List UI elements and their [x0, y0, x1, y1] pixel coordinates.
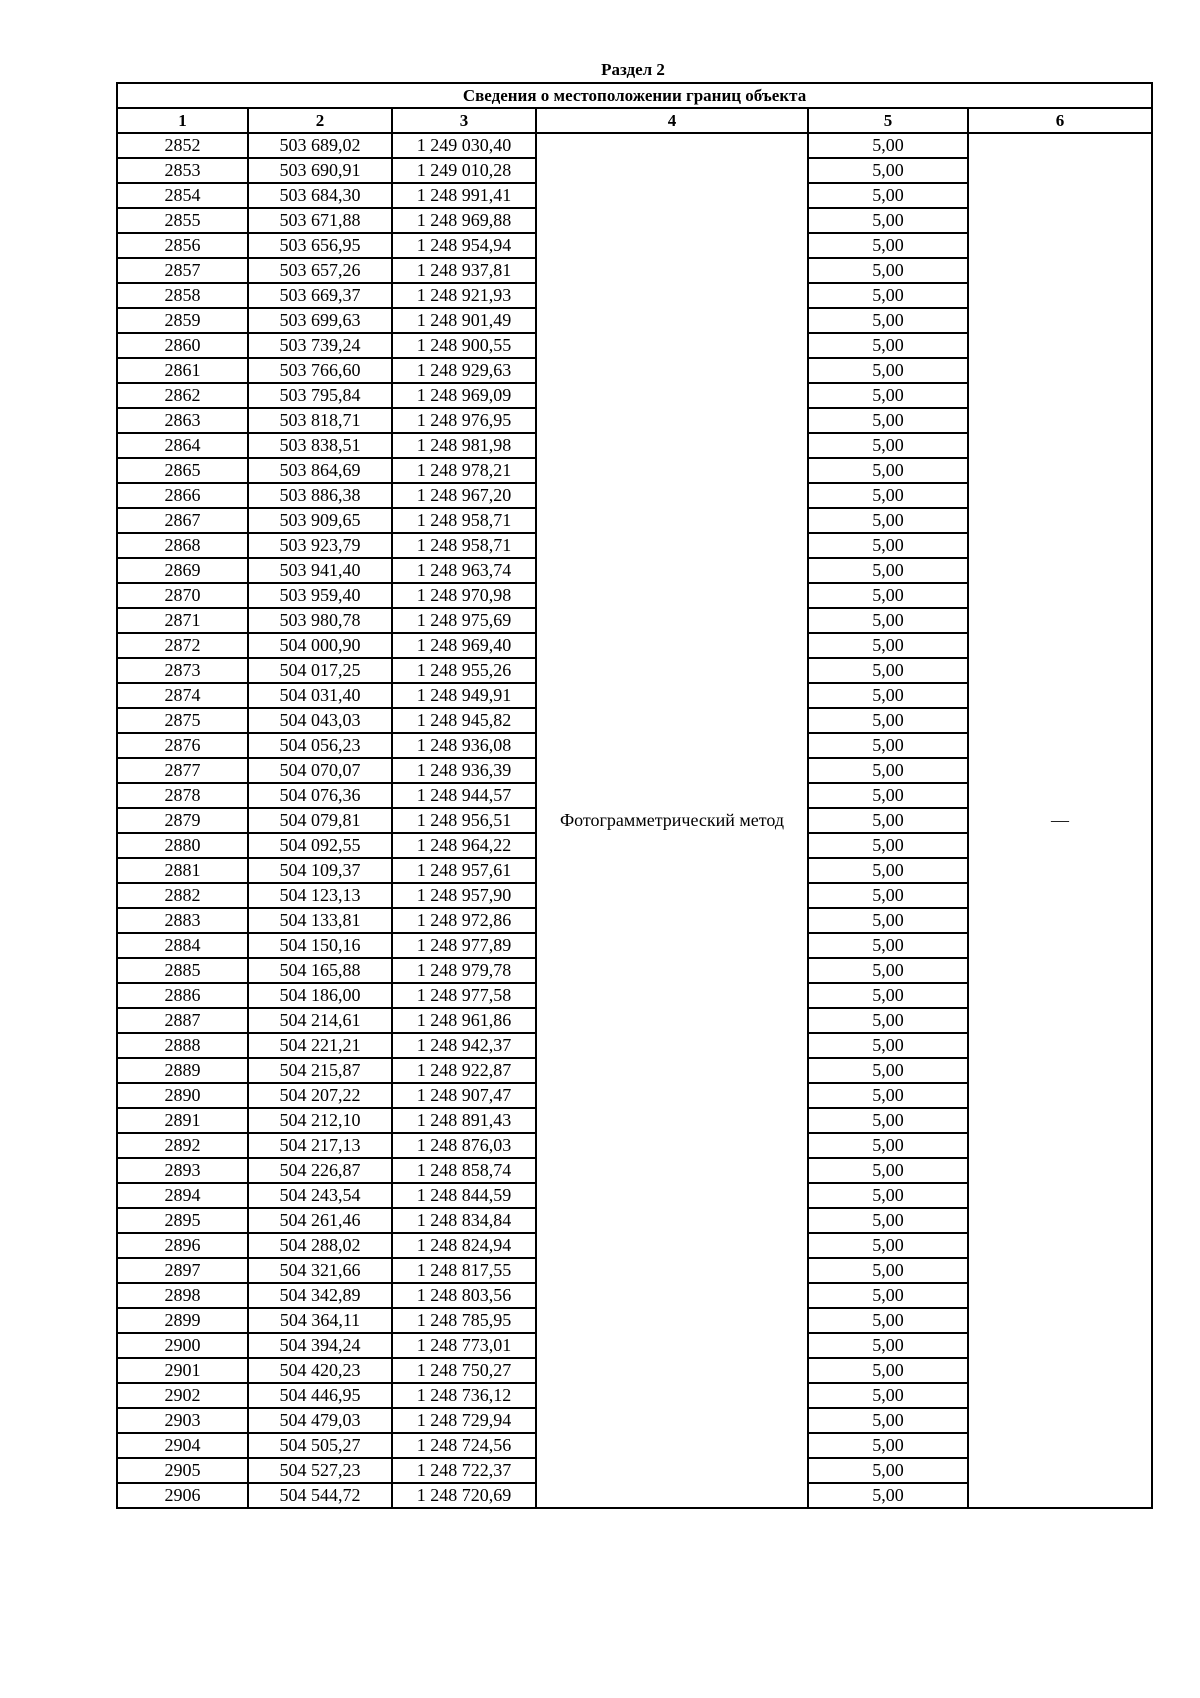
accuracy-cell: 5,00: [808, 1133, 968, 1158]
y-coordinate-cell: 1 248 981,98: [392, 433, 536, 458]
point-number-cell: 2869: [117, 558, 248, 583]
accuracy-cell: 5,00: [808, 608, 968, 633]
y-coordinate-cell: 1 248 817,55: [392, 1258, 536, 1283]
accuracy-cell: 5,00: [808, 358, 968, 383]
point-number-cell: 2901: [117, 1358, 248, 1383]
y-coordinate-cell: 1 248 949,91: [392, 683, 536, 708]
point-number-cell: 2896: [117, 1233, 248, 1258]
x-coordinate-cell: 504 394,24: [248, 1333, 392, 1358]
y-coordinate-cell: 1 248 785,95: [392, 1308, 536, 1333]
y-coordinate-cell: 1 248 944,57: [392, 783, 536, 808]
point-number-cell: 2892: [117, 1133, 248, 1158]
point-number-cell: 2875: [117, 708, 248, 733]
x-coordinate-cell: 503 959,40: [248, 583, 392, 608]
x-coordinate-cell: 504 109,37: [248, 858, 392, 883]
point-number-cell: 2893: [117, 1158, 248, 1183]
x-coordinate-cell: 504 207,22: [248, 1083, 392, 1108]
x-coordinate-cell: 504 288,02: [248, 1233, 392, 1258]
y-coordinate-cell: 1 248 824,94: [392, 1233, 536, 1258]
accuracy-cell: 5,00: [808, 733, 968, 758]
y-coordinate-cell: 1 248 969,88: [392, 208, 536, 233]
y-coordinate-cell: 1 248 957,61: [392, 858, 536, 883]
accuracy-cell: 5,00: [808, 1083, 968, 1108]
x-coordinate-cell: 504 226,87: [248, 1158, 392, 1183]
x-coordinate-cell: 503 941,40: [248, 558, 392, 583]
x-coordinate-cell: 503 684,30: [248, 183, 392, 208]
point-number-cell: 2905: [117, 1458, 248, 1483]
x-coordinate-cell: 504 056,23: [248, 733, 392, 758]
point-number-cell: 2885: [117, 958, 248, 983]
x-coordinate-cell: 503 739,24: [248, 333, 392, 358]
accuracy-cell: 5,00: [808, 783, 968, 808]
accuracy-cell: 5,00: [808, 683, 968, 708]
boundary-coordinates-table: [116, 82, 1153, 1509]
section-title: Раздел 2: [601, 60, 665, 79]
x-coordinate-cell: 504 031,40: [248, 683, 392, 708]
x-coordinate-cell: 504 215,87: [248, 1058, 392, 1083]
y-coordinate-cell: 1 248 975,69: [392, 608, 536, 633]
accuracy-cell: 5,00: [808, 433, 968, 458]
point-number-cell: 2884: [117, 933, 248, 958]
y-coordinate-cell: 1 248 901,49: [392, 308, 536, 333]
y-coordinate-cell: 1 248 954,94: [392, 233, 536, 258]
y-coordinate-cell: 1 248 858,74: [392, 1158, 536, 1183]
accuracy-cell: 5,00: [808, 1283, 968, 1308]
accuracy-cell: 5,00: [808, 183, 968, 208]
point-number-cell: 2868: [117, 533, 248, 558]
y-coordinate-cell: 1 248 929,63: [392, 358, 536, 383]
point-number-cell: 2865: [117, 458, 248, 483]
accuracy-cell: 5,00: [808, 208, 968, 233]
point-number-cell: 2889: [117, 1058, 248, 1083]
caption-row: [117, 83, 1152, 108]
point-number-cell: 2861: [117, 358, 248, 383]
column-number-2: 2: [248, 108, 392, 133]
column-number-3: 3: [392, 108, 536, 133]
point-number-cell: 2876: [117, 733, 248, 758]
y-coordinate-cell: 1 248 958,71: [392, 533, 536, 558]
y-coordinate-cell: 1 248 773,01: [392, 1333, 536, 1358]
y-coordinate-cell: 1 248 936,08: [392, 733, 536, 758]
table-body: [117, 133, 1152, 1508]
x-coordinate-cell: 504 000,90: [248, 633, 392, 658]
y-coordinate-cell: 1 249 030,40: [392, 133, 536, 158]
accuracy-cell: 5,00: [808, 1358, 968, 1383]
accuracy-cell: 5,00: [808, 1033, 968, 1058]
column-number-4: 4: [536, 108, 808, 133]
x-coordinate-cell: 504 446,95: [248, 1383, 392, 1408]
point-number-cell: 2886: [117, 983, 248, 1008]
accuracy-cell: 5,00: [808, 508, 968, 533]
x-coordinate-cell: 503 690,91: [248, 158, 392, 183]
accuracy-cell: 5,00: [808, 958, 968, 983]
accuracy-cell: 5,00: [808, 1008, 968, 1033]
x-coordinate-cell: 504 321,66: [248, 1258, 392, 1283]
accuracy-cell: 5,00: [808, 1308, 968, 1333]
point-number-cell: 2867: [117, 508, 248, 533]
y-coordinate-cell: 1 248 964,22: [392, 833, 536, 858]
accuracy-cell: 5,00: [808, 333, 968, 358]
y-coordinate-cell: 1 248 978,21: [392, 458, 536, 483]
accuracy-cell: 5,00: [808, 1458, 968, 1483]
point-number-cell: 2870: [117, 583, 248, 608]
y-coordinate-cell: 1 248 891,43: [392, 1108, 536, 1133]
accuracy-cell: 5,00: [808, 408, 968, 433]
y-coordinate-cell: 1 248 844,59: [392, 1183, 536, 1208]
y-coordinate-cell: 1 248 942,37: [392, 1033, 536, 1058]
x-coordinate-cell: 503 669,37: [248, 283, 392, 308]
y-coordinate-cell: 1 248 970,98: [392, 583, 536, 608]
point-number-cell: 2879: [117, 808, 248, 833]
point-number-cell: 2894: [117, 1183, 248, 1208]
x-coordinate-cell: 503 838,51: [248, 433, 392, 458]
point-number-cell: 2895: [117, 1208, 248, 1233]
point-number-cell: 2883: [117, 908, 248, 933]
point-number-cell: 2902: [117, 1383, 248, 1408]
point-number-cell: 2862: [117, 383, 248, 408]
x-coordinate-cell: 504 342,89: [248, 1283, 392, 1308]
accuracy-cell: 5,00: [808, 658, 968, 683]
y-coordinate-cell: 1 248 991,41: [392, 183, 536, 208]
method-cell: Фотограмметрический метод: [536, 133, 808, 1508]
y-coordinate-cell: 1 248 834,84: [392, 1208, 536, 1233]
accuracy-cell: 5,00: [808, 858, 968, 883]
y-coordinate-cell: 1 248 961,86: [392, 1008, 536, 1033]
y-coordinate-cell: 1 248 945,82: [392, 708, 536, 733]
accuracy-cell: 5,00: [808, 1383, 968, 1408]
x-coordinate-cell: 504 214,61: [248, 1008, 392, 1033]
accuracy-cell: 5,00: [808, 808, 968, 833]
point-number-cell: 2888: [117, 1033, 248, 1058]
y-coordinate-cell: 1 248 969,40: [392, 633, 536, 658]
accuracy-cell: 5,00: [808, 383, 968, 408]
point-number-cell: 2858: [117, 283, 248, 308]
point-number-cell: 2856: [117, 233, 248, 258]
accuracy-cell: 5,00: [808, 933, 968, 958]
accuracy-cell: 5,00: [808, 258, 968, 283]
point-number-cell: 2887: [117, 1008, 248, 1033]
point-number-cell: 2882: [117, 883, 248, 908]
y-coordinate-cell: 1 248 957,90: [392, 883, 536, 908]
accuracy-cell: 5,00: [808, 1333, 968, 1358]
accuracy-cell: 5,00: [808, 283, 968, 308]
point-number-cell: 2878: [117, 783, 248, 808]
y-coordinate-cell: 1 248 956,51: [392, 808, 536, 833]
y-coordinate-cell: 1 248 976,95: [392, 408, 536, 433]
column-number-5: 5: [808, 108, 968, 133]
y-coordinate-cell: 1 248 722,37: [392, 1458, 536, 1483]
accuracy-cell: 5,00: [808, 1408, 968, 1433]
accuracy-cell: 5,00: [808, 458, 968, 483]
point-number-cell: 2854: [117, 183, 248, 208]
x-coordinate-cell: 504 261,46: [248, 1208, 392, 1233]
accuracy-cell: 5,00: [808, 983, 968, 1008]
accuracy-cell: 5,00: [808, 133, 968, 158]
y-coordinate-cell: 1 248 979,78: [392, 958, 536, 983]
y-coordinate-cell: 1 248 936,39: [392, 758, 536, 783]
x-coordinate-cell: 504 479,03: [248, 1408, 392, 1433]
point-number-cell: 2890: [117, 1083, 248, 1108]
accuracy-cell: 5,00: [808, 758, 968, 783]
x-coordinate-cell: 504 079,81: [248, 808, 392, 833]
y-coordinate-cell: 1 248 803,56: [392, 1283, 536, 1308]
x-coordinate-cell: 504 544,72: [248, 1483, 392, 1508]
accuracy-cell: 5,00: [808, 583, 968, 608]
table-row: [117, 133, 1152, 158]
y-coordinate-cell: 1 248 736,12: [392, 1383, 536, 1408]
point-number-cell: 2897: [117, 1258, 248, 1283]
point-number-cell: 2860: [117, 333, 248, 358]
x-coordinate-cell: 504 221,21: [248, 1033, 392, 1058]
point-number-cell: 2859: [117, 308, 248, 333]
point-number-cell: 2873: [117, 658, 248, 683]
point-number-cell: 2877: [117, 758, 248, 783]
x-coordinate-cell: 504 165,88: [248, 958, 392, 983]
accuracy-cell: 5,00: [808, 158, 968, 183]
accuracy-cell: 5,00: [808, 708, 968, 733]
y-coordinate-cell: 1 248 955,26: [392, 658, 536, 683]
point-number-cell: 2855: [117, 208, 248, 233]
point-number-cell: 2871: [117, 608, 248, 633]
x-coordinate-cell: 504 133,81: [248, 908, 392, 933]
y-coordinate-cell: 1 248 969,09: [392, 383, 536, 408]
y-coordinate-cell: 1 248 724,56: [392, 1433, 536, 1458]
y-coordinate-cell: 1 248 900,55: [392, 333, 536, 358]
y-coordinate-cell: 1 249 010,28: [392, 158, 536, 183]
x-coordinate-cell: 504 070,07: [248, 758, 392, 783]
point-number-cell: 2899: [117, 1308, 248, 1333]
x-coordinate-cell: 503 671,88: [248, 208, 392, 233]
point-number-cell: 2900: [117, 1333, 248, 1358]
x-coordinate-cell: 503 766,60: [248, 358, 392, 383]
y-coordinate-cell: 1 248 907,47: [392, 1083, 536, 1108]
point-number-cell: 2866: [117, 483, 248, 508]
y-coordinate-cell: 1 248 967,20: [392, 483, 536, 508]
accuracy-cell: 5,00: [808, 483, 968, 508]
accuracy-cell: 5,00: [808, 1208, 968, 1233]
x-coordinate-cell: 503 886,38: [248, 483, 392, 508]
y-coordinate-cell: 1 248 963,74: [392, 558, 536, 583]
x-coordinate-cell: 504 243,54: [248, 1183, 392, 1208]
x-coordinate-cell: 503 980,78: [248, 608, 392, 633]
y-coordinate-cell: 1 248 921,93: [392, 283, 536, 308]
point-number-cell: 2903: [117, 1408, 248, 1433]
x-coordinate-cell: 503 699,63: [248, 308, 392, 333]
accuracy-cell: 5,00: [808, 533, 968, 558]
point-number-cell: 2864: [117, 433, 248, 458]
point-number-cell: 2904: [117, 1433, 248, 1458]
x-coordinate-cell: 504 217,13: [248, 1133, 392, 1158]
table-caption: Сведения о местоположении границ объекта: [117, 83, 1152, 108]
accuracy-cell: 5,00: [808, 1158, 968, 1183]
accuracy-cell: 5,00: [808, 233, 968, 258]
point-number-cell: 2872: [117, 633, 248, 658]
accuracy-cell: 5,00: [808, 833, 968, 858]
x-coordinate-cell: 503 818,71: [248, 408, 392, 433]
x-coordinate-cell: 504 123,13: [248, 883, 392, 908]
x-coordinate-cell: 504 527,23: [248, 1458, 392, 1483]
accuracy-cell: 5,00: [808, 1108, 968, 1133]
x-coordinate-cell: 503 689,02: [248, 133, 392, 158]
x-coordinate-cell: 504 043,03: [248, 708, 392, 733]
point-number-cell: 2898: [117, 1283, 248, 1308]
x-coordinate-cell: 504 092,55: [248, 833, 392, 858]
y-coordinate-cell: 1 248 750,27: [392, 1358, 536, 1383]
x-coordinate-cell: 504 076,36: [248, 783, 392, 808]
y-coordinate-cell: 1 248 977,58: [392, 983, 536, 1008]
accuracy-cell: 5,00: [808, 1183, 968, 1208]
y-coordinate-cell: 1 248 922,87: [392, 1058, 536, 1083]
y-coordinate-cell: 1 248 720,69: [392, 1483, 536, 1508]
column-6-cell: —: [968, 133, 1152, 1508]
accuracy-cell: 5,00: [808, 1258, 968, 1283]
point-number-cell: 2853: [117, 158, 248, 183]
y-coordinate-cell: 1 248 972,86: [392, 908, 536, 933]
x-coordinate-cell: 503 795,84: [248, 383, 392, 408]
point-number-cell: 2880: [117, 833, 248, 858]
y-coordinate-cell: 1 248 977,89: [392, 933, 536, 958]
accuracy-cell: 5,00: [808, 308, 968, 333]
x-coordinate-cell: 504 212,10: [248, 1108, 392, 1133]
x-coordinate-cell: 504 017,25: [248, 658, 392, 683]
x-coordinate-cell: 503 657,26: [248, 258, 392, 283]
x-coordinate-cell: 503 923,79: [248, 533, 392, 558]
x-coordinate-cell: 504 420,23: [248, 1358, 392, 1383]
x-coordinate-cell: 504 505,27: [248, 1433, 392, 1458]
point-number-cell: 2852: [117, 133, 248, 158]
x-coordinate-cell: 503 656,95: [248, 233, 392, 258]
accuracy-cell: 5,00: [808, 633, 968, 658]
accuracy-cell: 5,00: [808, 1233, 968, 1258]
point-number-cell: 2874: [117, 683, 248, 708]
y-coordinate-cell: 1 248 876,03: [392, 1133, 536, 1158]
point-number-cell: 2863: [117, 408, 248, 433]
column-number-6: 6: [968, 108, 1152, 133]
y-coordinate-cell: 1 248 729,94: [392, 1408, 536, 1433]
point-number-cell: 2881: [117, 858, 248, 883]
accuracy-cell: 5,00: [808, 908, 968, 933]
y-coordinate-cell: 1 248 937,81: [392, 258, 536, 283]
point-number-cell: 2891: [117, 1108, 248, 1133]
accuracy-cell: 5,00: [808, 883, 968, 908]
accuracy-cell: 5,00: [808, 1433, 968, 1458]
x-coordinate-cell: 503 909,65: [248, 508, 392, 533]
point-number-cell: 2857: [117, 258, 248, 283]
accuracy-cell: 5,00: [808, 1058, 968, 1083]
x-coordinate-cell: 504 364,11: [248, 1308, 392, 1333]
accuracy-cell: 5,00: [808, 558, 968, 583]
x-coordinate-cell: 503 864,69: [248, 458, 392, 483]
x-coordinate-cell: 504 186,00: [248, 983, 392, 1008]
x-coordinate-cell: 504 150,16: [248, 933, 392, 958]
column-number-1: 1: [117, 108, 248, 133]
y-coordinate-cell: 1 248 958,71: [392, 508, 536, 533]
column-number-row: [117, 108, 1152, 133]
accuracy-cell: 5,00: [808, 1483, 968, 1508]
point-number-cell: 2906: [117, 1483, 248, 1508]
